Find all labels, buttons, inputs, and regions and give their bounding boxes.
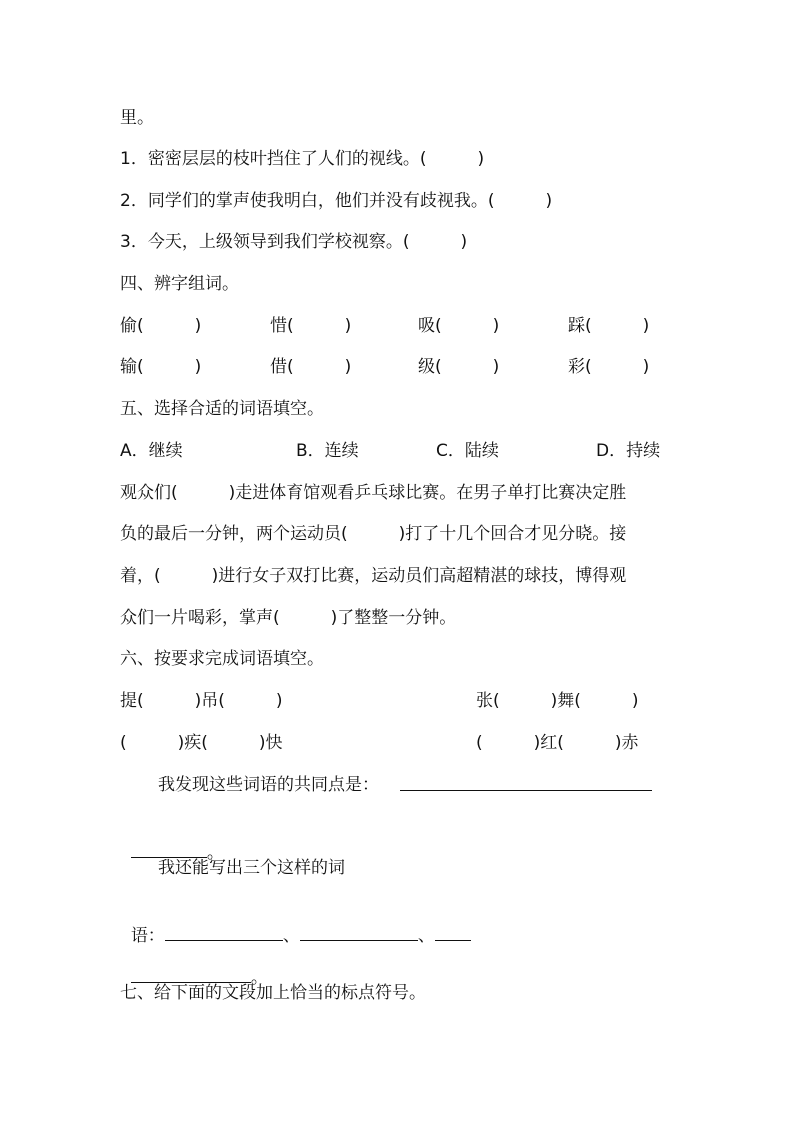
char-item: 输( ) (120, 357, 202, 377)
char-item: 彩( ) (568, 357, 650, 377)
char-item: 级( ) (418, 357, 500, 377)
answer-line[interactable] (165, 922, 283, 941)
char-item: 吸( ) (418, 316, 500, 336)
section-4-heading: 四、辨字组词。 (120, 274, 239, 294)
section-6-heading: 六、按要求完成词语填空。 (120, 649, 324, 669)
comma-mark: 、 (282, 926, 300, 946)
option-c: C．陆续 (436, 441, 499, 461)
comma-mark: 、 (417, 926, 435, 946)
text-continuation: 里。 (120, 108, 154, 128)
yu-label: 语： (130, 926, 165, 946)
option-d: D．持续 (596, 441, 661, 461)
more-label: 我还能写出三个这样的词 (158, 858, 345, 878)
question-1: 1．密密层层的枝叶挡住了人们的视线。( ) (120, 149, 485, 169)
paragraph-line: 众们一片喝彩，掌声( )了整整一分钟。 (120, 608, 457, 628)
answer-line[interactable] (400, 790, 652, 791)
period-mark: 。 (250, 968, 268, 988)
char-item: 偷( ) (120, 316, 202, 336)
char-item: 惜( ) (270, 316, 352, 336)
period-mark: 。 (206, 843, 224, 863)
paragraph-line: 负的最后一分钟，两个运动员( )打了十几个回合才见分晓。接 (120, 524, 627, 544)
section-7-heading: 七、给下面的文段加上恰当的标点符号。 (120, 983, 426, 1003)
idiom-item: 提( )吊( ) (120, 691, 283, 711)
idiom-item: 张( )舞( ) (476, 691, 639, 711)
question-2: 2．同学们的掌声使我明白，他们并没有歧视我。( ) (120, 191, 553, 211)
section-5-heading: 五、选择合适的词语填空。 (120, 399, 324, 419)
option-b: B．连续 (296, 441, 359, 461)
idiom-item: ( )疾( )快 (120, 733, 283, 753)
paragraph-line: 着，( )进行女子双打比赛，运动员们高超精湛的球技，博得观 (120, 566, 627, 586)
question-3: 3．今天，上级领导到我们学校视察。( ) (120, 232, 468, 252)
option-a: A．继续 (120, 441, 183, 461)
char-item: 踩( ) (568, 316, 650, 336)
found-label: 我发现这些词语的共同点是： (158, 775, 379, 795)
char-item: 借( ) (270, 357, 352, 377)
idiom-item: ( )红( )赤 (476, 733, 639, 753)
answer-line[interactable] (435, 922, 471, 941)
answer-line[interactable] (300, 922, 418, 941)
paragraph-line: 观众们( )走进体育馆观看乒乓球比赛。在男子单打比赛决定胜 (120, 483, 627, 503)
